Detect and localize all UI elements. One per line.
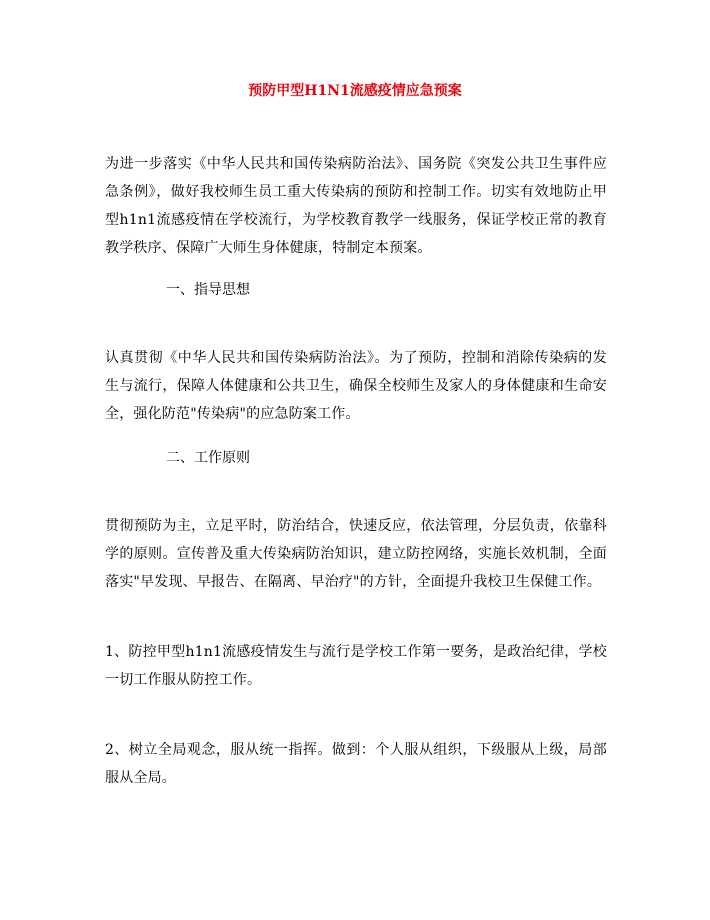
- section-heading-guiding-ideology: 一、指导思想: [166, 282, 250, 298]
- document-title: 预防甲型H1N1流感疫情应急预案: [248, 83, 462, 99]
- section-paragraph-work-principles: 贯彻预防为主，立足平时，防治结合，快速反应，依法管理，分层负责，依靠科学的原则。宣传普及重大传染病防治知识，建立防控网络，实施长效机制，全面落实"早发现、早报告、在隔离、早治疗"的方针，全面提升我校卫生保健工作。: [105, 518, 607, 590]
- numbered-item-1: 1、防控甲型h1n1流感疫情发生与流行是学校工作第一要务，是政治纪律，学校一切工作服从防控工作。: [105, 644, 607, 688]
- numbered-item-2: 2、树立全局观念，服从统一指挥。做到：个人服从组织，下级服从上级，局部服从全局。: [105, 742, 607, 786]
- section-paragraph-guiding-ideology: 认真贯彻《中华人民共和国传染病防治法》。为了预防，控制和消除传染病的发生与流行，保障人体健康和公共卫生，确保全校师生及家人的身体健康和生命安全，强化防范"传染病"的应急防案工作。: [105, 350, 607, 422]
- section-heading-work-principles: 二、工作原则: [166, 450, 250, 466]
- intro-paragraph: 为进一步落实《中华人民共和国传染病防治法》、国务院《突发公共卫生事件应急条例》，做好我校师生员工重大传染病的预防和控制工作。切实有效地防止甲型h1n1流感疫情在学校流行，为学校教育教学一线服务，保证学校正常的教育教学秩序、保障广大师生身体健康，特制定本预案。: [105, 156, 607, 256]
